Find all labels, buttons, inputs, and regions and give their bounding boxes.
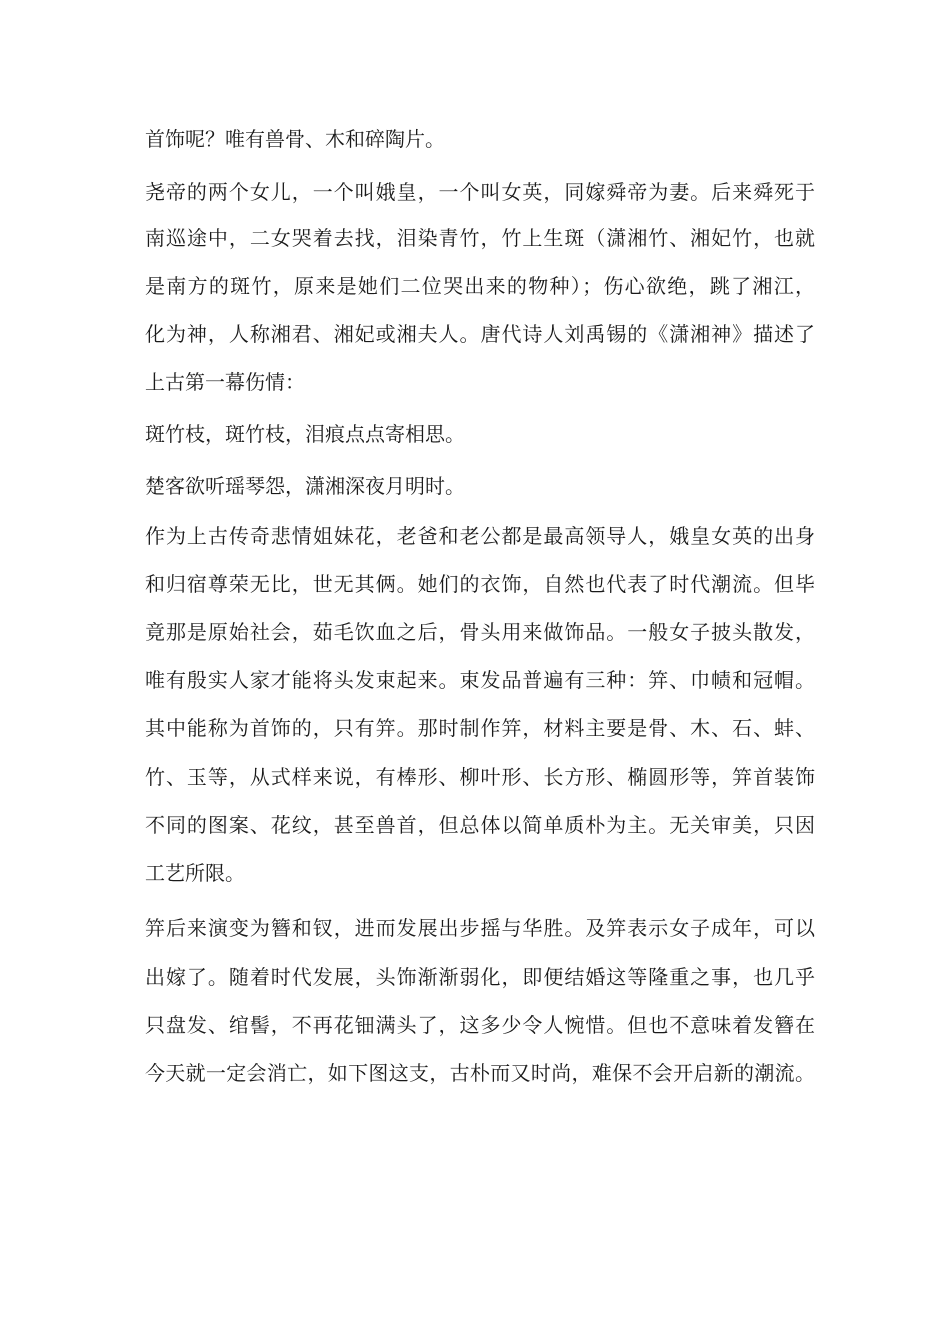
poem-line: 斑竹枝，斑竹枝，泪痕点点寄相思。 bbox=[145, 422, 465, 446]
text-line: 只盘发、绾髻，不再花钿满头了，这多少令人惋惜。但也不意味着发簪在 bbox=[145, 1013, 815, 1037]
text-line: 今天就一定会消亡，如下图这支，古朴而又时尚，难保不会开启新的潮流。 bbox=[145, 1061, 815, 1085]
text-line: 竹、玉等，从式样来说，有棒形、柳叶形、长方形、椭圆形等，笄首装饰 bbox=[145, 765, 815, 789]
text-line: 出嫁了。随着时代发展，头饰渐渐弱化，即便结婚这等隆重之事，也几乎 bbox=[145, 965, 815, 989]
text-line: 是南方的斑竹，原来是她们二位哭出来的物种）；伤心欲绝，跳了湘江， bbox=[145, 274, 815, 298]
text-line: 工艺所限。 bbox=[145, 861, 245, 885]
text-line: 其中能称为首饰的，只有笄。那时制作笄，材料主要是骨、木、石、蚌、 bbox=[145, 716, 815, 740]
text-line: 作为上古传奇悲情姐妹花，老爸和老公都是最高领导人，娥皇女英的出身 bbox=[145, 524, 815, 548]
text-line: 笄后来演变为簪和钗，进而发展出步摇与华胜。及笄表示女子成年，可以 bbox=[145, 916, 815, 940]
text-line: 和归宿尊荣无比，世无其俩。她们的衣饰，自然也代表了时代潮流。但毕 bbox=[145, 572, 815, 596]
text-line: 化为神，人称湘君、湘妃或湘夫人。唐代诗人刘禹锡的《潇湘神》描述了 bbox=[145, 322, 815, 346]
text-line: 竟那是原始社会，茹毛饮血之后，骨头用来做饰品。一般女子披头散发， bbox=[145, 620, 815, 644]
poem-line: 楚客欲听瑶琴怨，潇湘深夜月明时。 bbox=[145, 474, 465, 498]
text-line: 唯有殷实人家才能将头发束起来。束发品普遍有三种：笄、巾帻和冠帽。 bbox=[145, 668, 815, 692]
text-line: 尧帝的两个女儿，一个叫娥皇，一个叫女英，同嫁舜帝为妻。后来舜死于 bbox=[145, 180, 815, 204]
text-line: 南巡途中，二女哭着去找，泪染青竹，竹上生斑（潇湘竹、湘妃竹，也就 bbox=[145, 226, 815, 250]
text-line: 首饰呢？唯有兽骨、木和碎陶片。 bbox=[145, 127, 445, 151]
text-line: 不同的图案、花纹，甚至兽首，但总体以简单质朴为主。无关审美，只因 bbox=[145, 813, 815, 837]
text-line: 上古第一幕伤情： bbox=[145, 370, 305, 394]
